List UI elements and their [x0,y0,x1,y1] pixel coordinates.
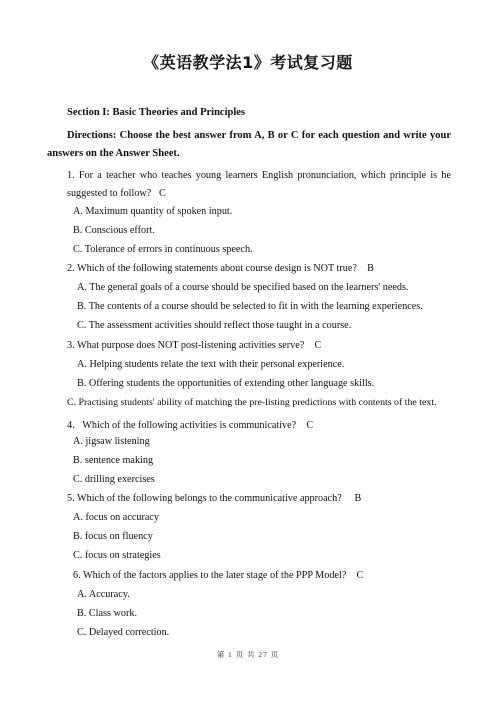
question-stem: 2. Which of the following statements about course design is NOT true? [67,263,357,274]
option: A. jigsaw listening [73,436,150,447]
document-title: 《英语教学法1》考试复习题 [143,53,353,72]
option: C. Practising students' ability of matching the pre-listing predictions with contents of the text. [67,397,437,408]
question-answer: B [367,263,374,274]
option: C. The assessment activities should reflect those taught in a course. [77,320,352,331]
question-6 [73,570,363,581]
option: B. The contents of a course should be selected to fit in with the learning experiences. [77,301,423,312]
question-answer: C [306,420,314,431]
option: A. Helping students relate the text with their personal experience. [77,359,345,370]
question-5 [67,493,361,504]
option: B. Conscious effort. [73,225,155,236]
option: C. Delayed correction. [77,627,170,638]
option: B. Offering students the opportunities of extending other language skills. [77,378,375,389]
option: C. drilling exercises [73,474,155,485]
question-stem: 5. Which of the following belongs to the communicative approach? [67,493,342,504]
question-stem: 1. For a teacher who teaches young learners English pronunciation, which principle is he suggested to follow? [67,170,451,199]
question-2 [67,263,374,274]
option: B. sentence making [73,455,154,466]
page-footer: 第 1 页 共 27 页 [216,650,280,659]
question-answer: B [354,493,362,504]
option: A. Maximum quantity of spoken input. [73,206,233,217]
question-answer: C [158,188,166,199]
question-stem: 6. Which of the factors applies to the later stage of the PPP Model? [73,570,347,581]
question-3 [67,340,321,351]
option: A. The general goals of a course should be specified based on the learners' needs. [77,282,409,293]
question-answer: C [314,340,322,351]
question-answer: C [356,570,364,581]
option: B. Class work. [77,608,137,619]
option: A. focus on accuracy [73,512,159,523]
question-1 [67,167,451,203]
option: C. Tolerance of errors in continuous speech. [73,244,253,255]
option: B. focus on fluency [73,531,153,542]
directions-text: Directions: Choose the best answer from A, B or C for each question and write your answers on the Answer Sheet. [47,130,451,159]
question-4 [67,416,313,431]
section-heading: Section I: Basic Theories and Principles [67,107,246,118]
option: A. Accuracy. [77,589,130,600]
option: C. focus on strategies [73,550,161,561]
question-stem: 4．Which of the following activities is communicative? [67,420,297,431]
question-stem: 3. What purpose does NOT post-listening activities serve? [67,340,305,351]
